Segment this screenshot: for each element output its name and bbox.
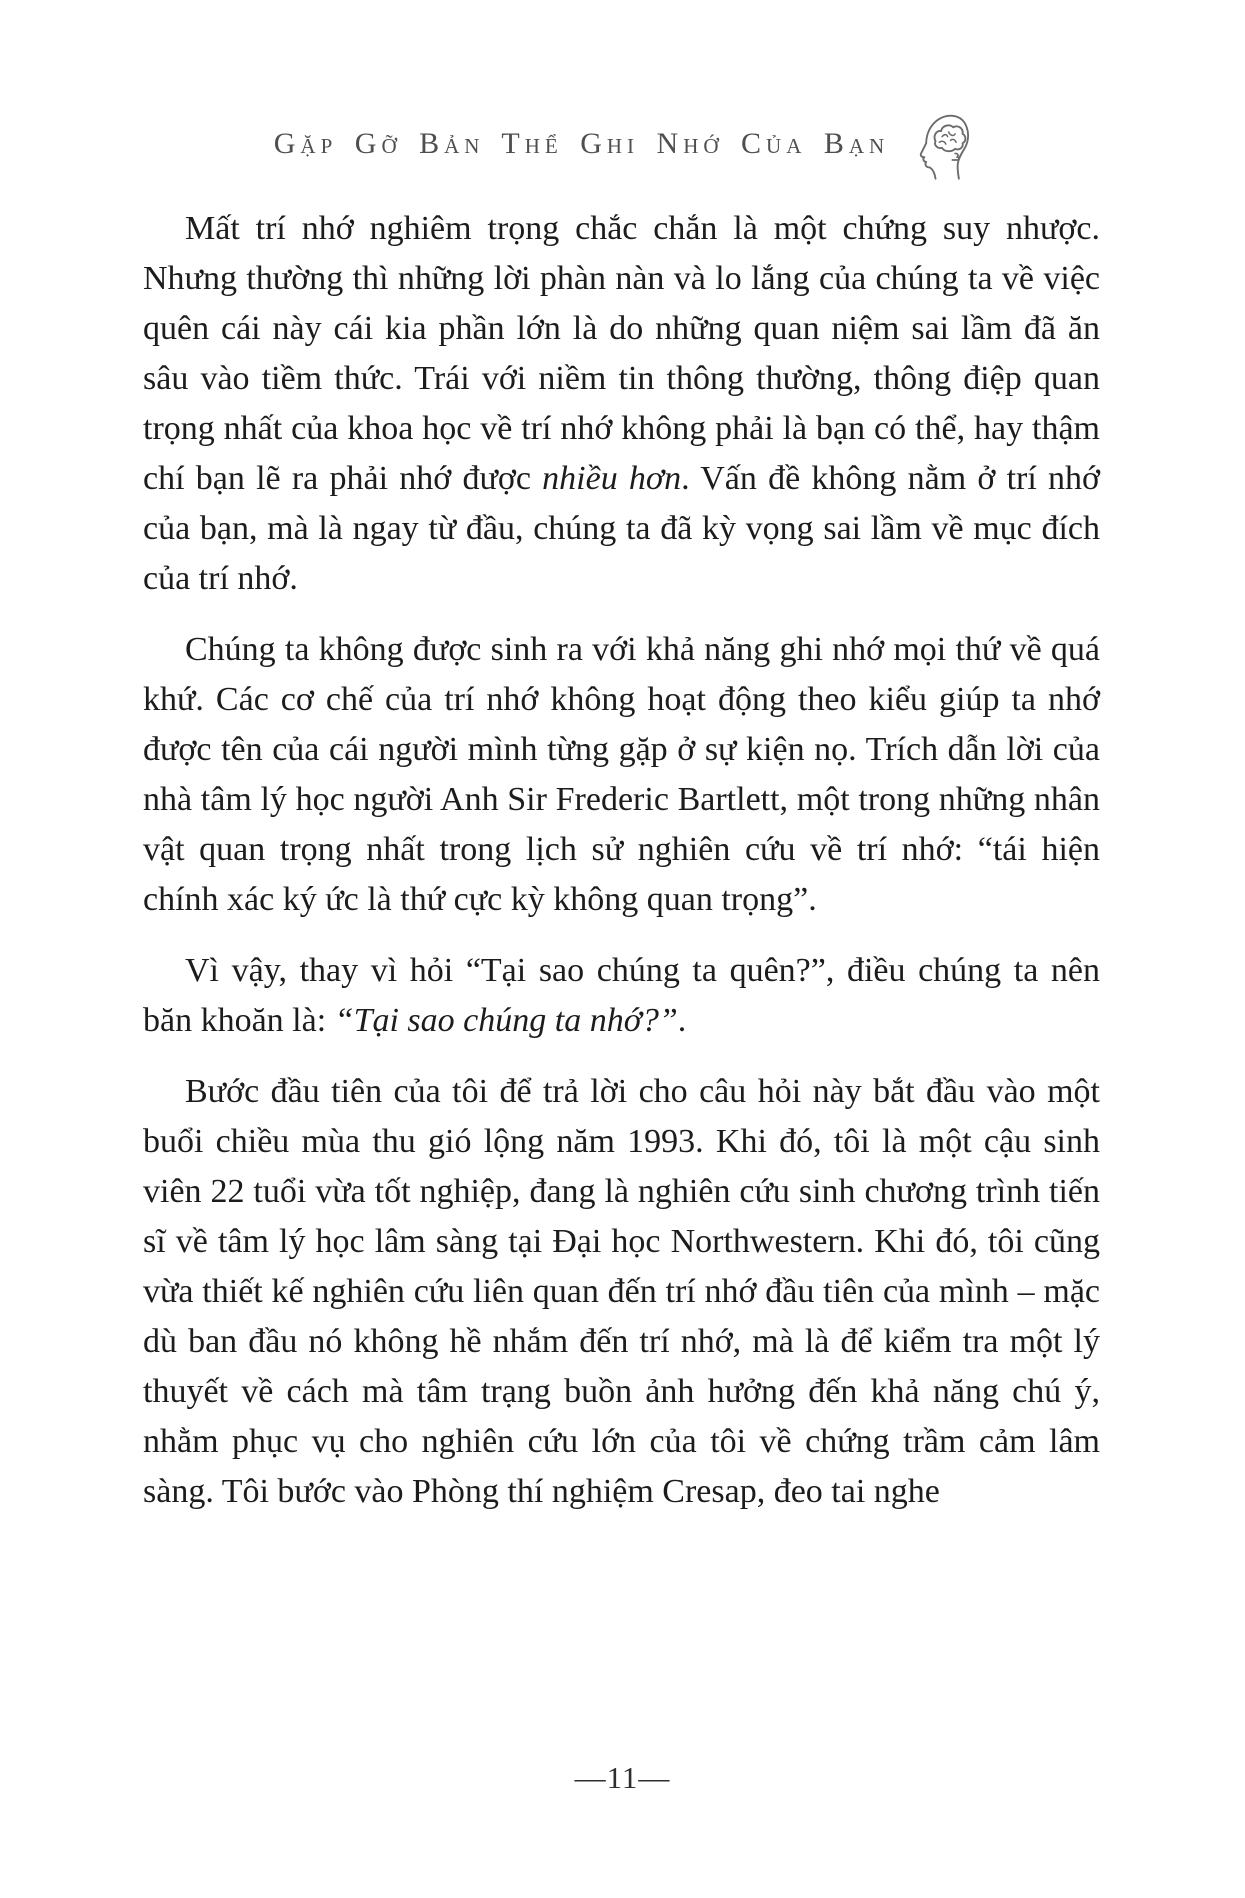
page-number: —11— bbox=[574, 1760, 671, 1795]
running-header bbox=[0, 106, 1245, 182]
body-text bbox=[143, 204, 1100, 1538]
paragraph-3 bbox=[143, 946, 1100, 1046]
text-run: Vì vậy, thay vì hỏi “Tại sao chúng ta quên?”, điều chúng ta nên băn khoăn là: bbox=[143, 952, 1100, 1039]
text-run: . Vấn đề không nằm ở trí nhớ của bạn, mà là ngay từ đầu, chúng ta đã kỳ vọng sai lầm về mục đích của trí nhớ. bbox=[143, 460, 1101, 597]
paragraph-4 bbox=[143, 1067, 1100, 1517]
text-run: Mất trí nhớ nghiêm trọng chắc chắn là một chứng suy nhược. Nhưng thường thì những lời phàn nàn và lo lắng của chúng ta về việc quên cái này cái kia phần lớn là do những quan niệm sai lầm đã ăn sâu vào tiềm thức. Trái với niềm tin thông thường, thông điệp quan trọng nhất của khoa học về trí nhớ không phải là bạn có thể, hay thậm chí bạn lẽ ra phải nhớ được bbox=[143, 210, 1100, 497]
italic-text-run: “Tại sao chúng ta nhớ?” bbox=[334, 1002, 678, 1039]
paragraph-1 bbox=[143, 204, 1100, 604]
text-run: Chúng ta không được sinh ra với khả năng ghi nhớ mọi thứ về quá khứ. Các cơ chế của trí nhớ không hoạt động theo kiểu giúp ta nhớ được tên của cái người mình từng gặp ở sự kiện nọ. Trích dẫn lời của nhà tâm lý học người Anh Sir Frederic Bartlett, một trong những nhân vật quan trọng nhất trong lịch sử nghiên cứu về trí nhớ: “tái hiện chính xác ký ức là thứ cực kỳ không quan trọng”. bbox=[143, 631, 1100, 918]
text-run: Bước đầu tiên của tôi để trả lời cho câu hỏi này bắt đầu vào một buổi chiều mùa thu gió lộng năm 1993. Khi đó, tôi là một cậu sinh viên 22 tuổi vừa tốt nghiệp, đang là nghiên cứu sinh chương trình tiến sĩ về tâm lý học lâm sàng tại Đại học Northwestern. Khi đó, tôi cũng vừa thiết kế nghiên cứu liên quan đến trí nhớ đầu tiên của mình – mặc dù ban đầu nó không hề nhắm đến trí nhớ, mà là để kiểm tra một lý thuyết về cách mà tâm trạng buồn ảnh hưởng đến khả năng chú ý, nhằm phục vụ cho nghiên cứu lớn của tôi về chứng trầm cảm lâm sàng. Tôi bước vào Phòng thí nghiệm Cresap, đeo tai nghe bbox=[143, 1073, 1100, 1510]
italic-text-run: nhiều hơn bbox=[542, 460, 682, 497]
running-title: Gặp Gỡ Bản Thể Ghi Nhớ Của Bạn bbox=[273, 127, 890, 160]
brain-head-icon bbox=[915, 110, 971, 182]
text-run: . bbox=[677, 1002, 687, 1039]
paragraph-2 bbox=[143, 625, 1100, 925]
